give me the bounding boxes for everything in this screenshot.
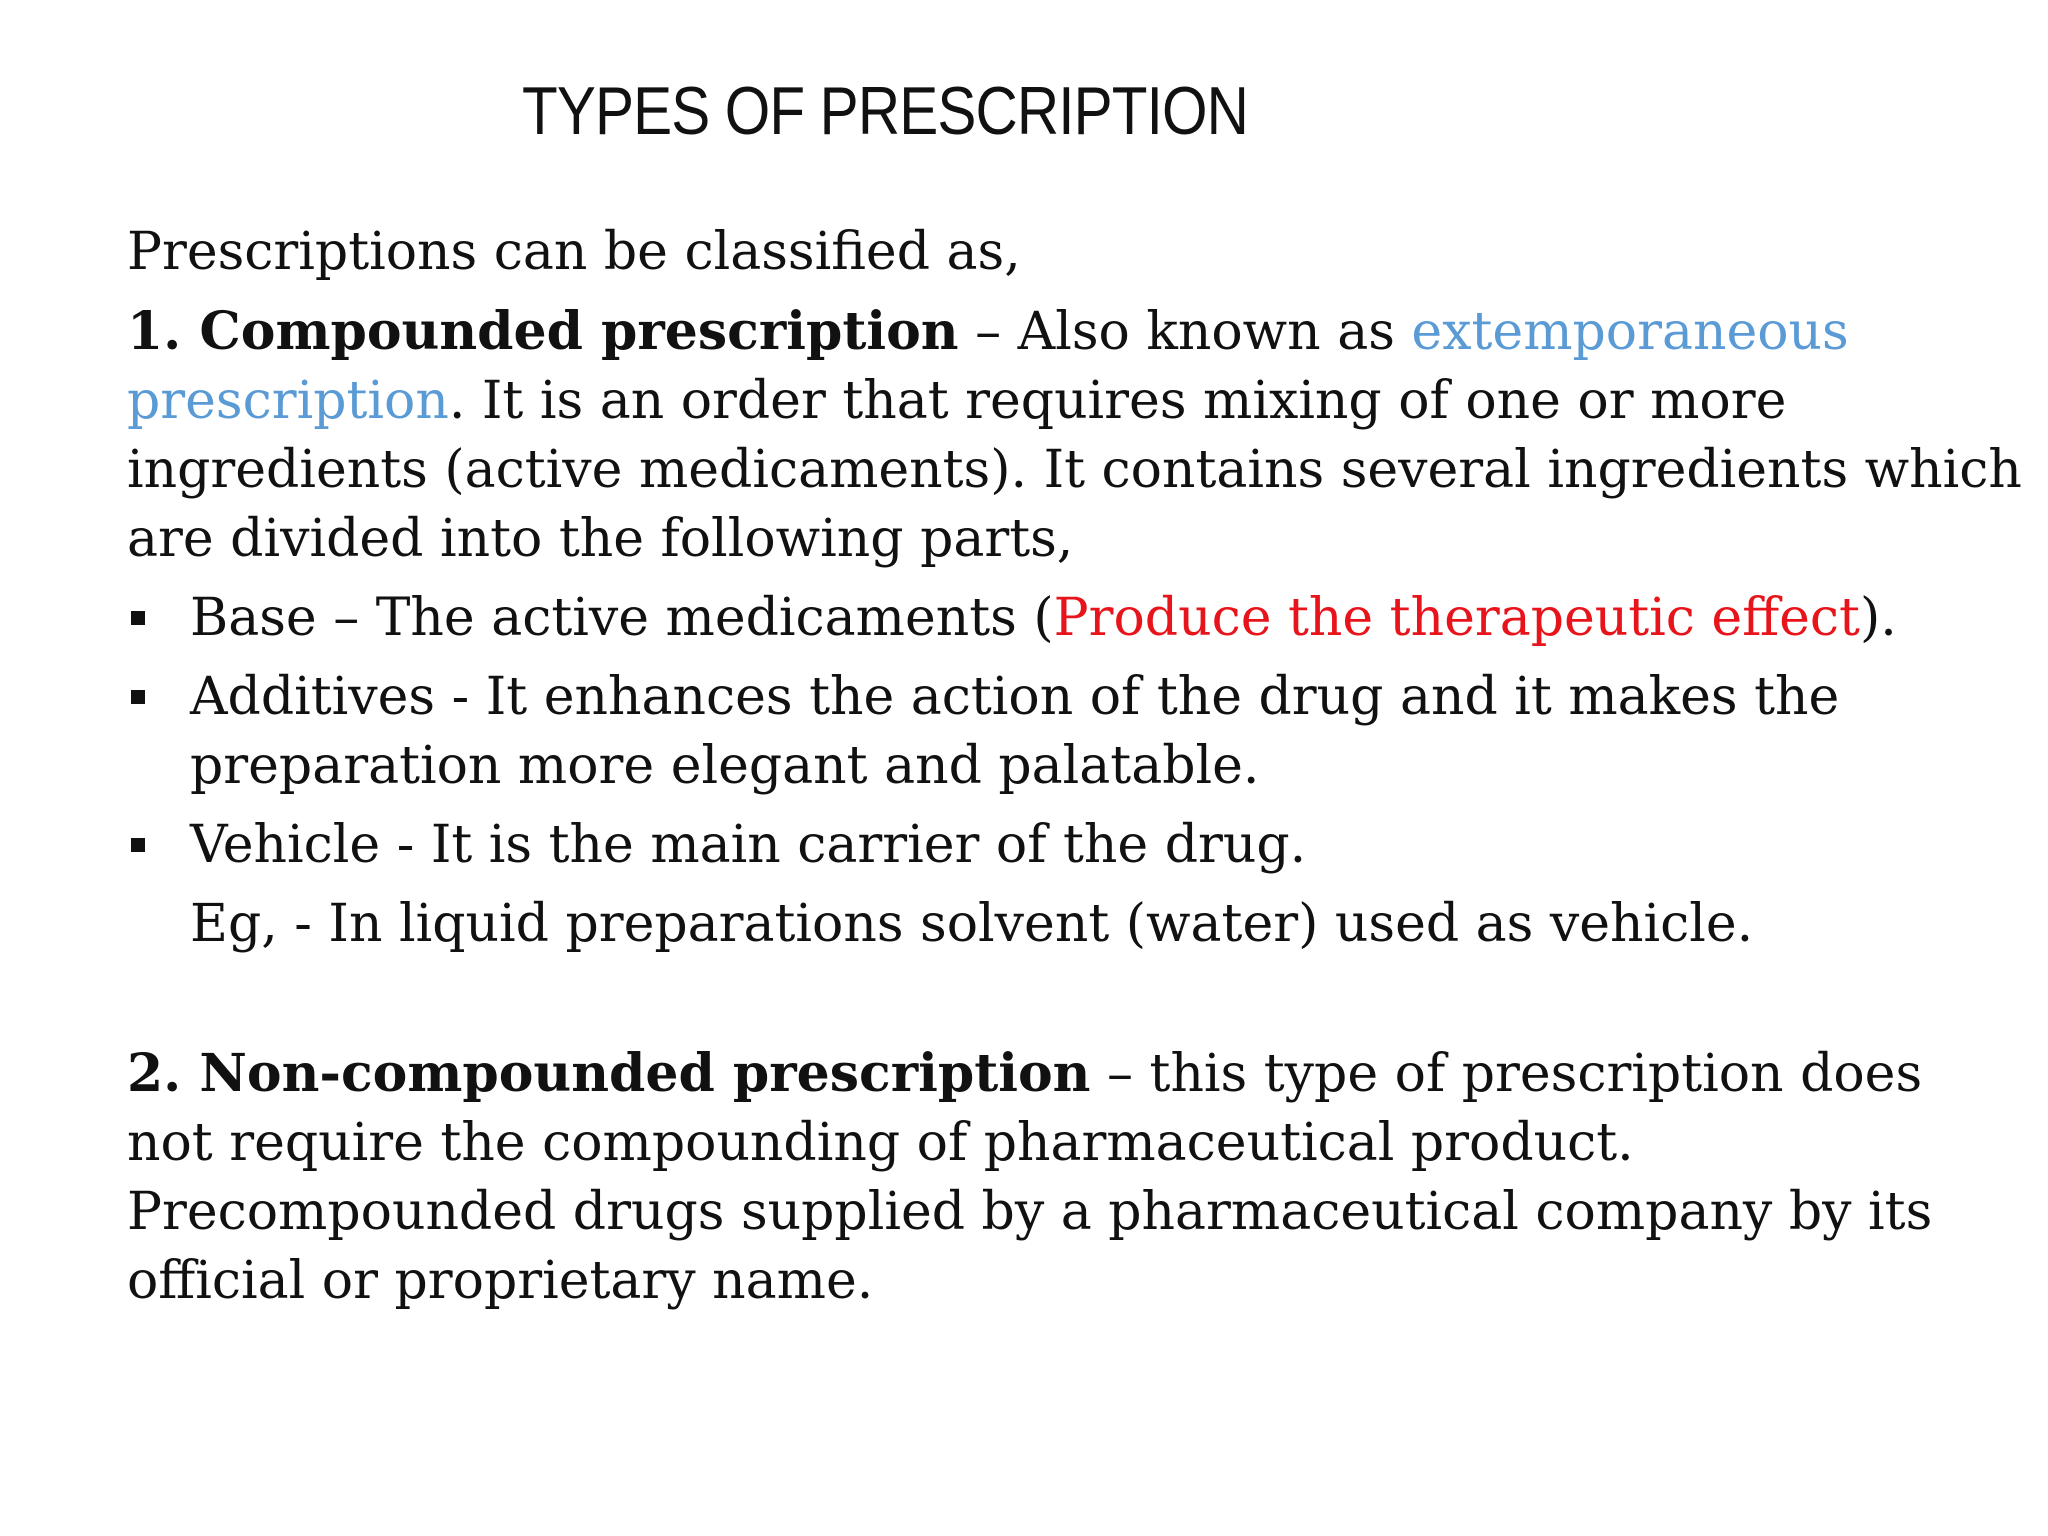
section-non-compounded: [127, 1039, 2022, 1316]
list-item-vehicle: [127, 811, 2022, 880]
section-non-compounded-heading: 2. Non-compounded prescription: [127, 1043, 1091, 1104]
vehicle-text: Vehicle - It is the main carrier of the drug.: [190, 815, 1307, 875]
list-item-additives: [127, 663, 2022, 801]
intro-text: Prescriptions can be classified as,: [127, 222, 1021, 282]
section-compounded-body: . It is an order that requires mixing of one or more ingredients (active medicaments). It contains several ingredients which are divided into the following parts,: [127, 371, 2022, 569]
ingredient-parts-list: [127, 584, 2022, 880]
example-text: Eg, - In liquid preparations solvent (water) used as vehicle.: [190, 894, 1754, 954]
extemporaneous-term: extemporaneous prescription: [127, 302, 1849, 431]
section-compounded-heading: 1. Compounded prescription: [127, 301, 959, 362]
base-suffix: ).: [1859, 588, 1897, 648]
square-bullet-icon: [131, 838, 145, 852]
square-bullet-icon: [131, 690, 145, 704]
slide-title: TYPES OF PRESCRIPTION: [521, 73, 1249, 149]
list-item-base: [127, 584, 2022, 653]
base-prefix: Base – The active medicaments (: [190, 588, 1054, 648]
square-bullet-icon: [131, 611, 145, 625]
therapeutic-effect-text: Produce the therapeutic effect: [1053, 588, 1860, 648]
section-non-compounded-body: – this type of prescription does not require the compounding of pharmaceutical product. Precompounded drugs supplied by a pharmaceutical company by its official or proprietary name.: [127, 1044, 1933, 1311]
additives-text: Additives - It enhances the action of the drug and it makes the preparation more elegant and palatable.: [190, 667, 1840, 796]
section-compounded-dash: – Also known as: [958, 302, 1412, 362]
section-compounded: [127, 297, 2022, 574]
slide-content: [127, 218, 2022, 1316]
